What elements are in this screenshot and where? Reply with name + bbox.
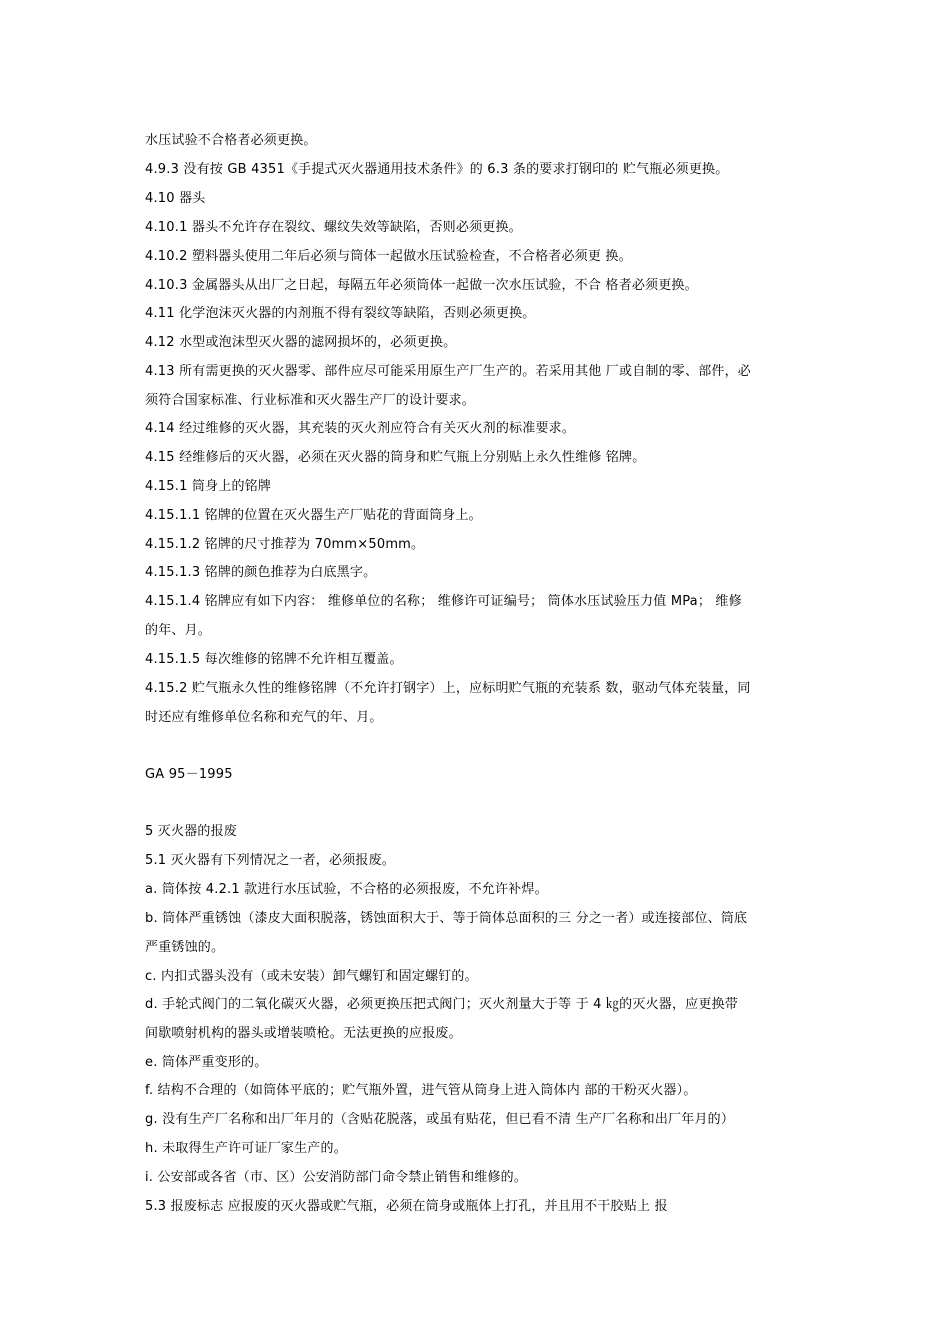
text-line: 4.15.1.5 每次维修的铭牌不允许相互覆盖。 xyxy=(145,652,403,667)
text-line: 4.15 经维修后的灭火器，必须在灭火器的筒身和贮气瓶上分别贴上永久性维修 铭牌。 xyxy=(145,450,646,465)
text-line: 4.15.1.3 铭牌的颜色推荐为白底黑字。 xyxy=(145,565,377,580)
list-item: g. 没有生产厂名称和出厂年月的（含贴花脱落，或虽有贴花，但已看不清 生产厂名称和出厂年月的） xyxy=(145,1112,735,1127)
list-item: d. 手轮式阀门的二氧化碳灭火器，必须更换压把式阀门；灭火剂量大于等 于 4 ㎏的灭火器，应更换带 xyxy=(145,997,738,1012)
text-line: 4.10.1 器头不允许存在裂纹、螺纹失效等缺陷，否则必须更换。 xyxy=(145,220,522,235)
list-item: e. 筒体严重变形的。 xyxy=(145,1055,268,1070)
list-item: a. 筒体按 4.2.1 款进行水压试验，不合格的必须报废，不允许补焊。 xyxy=(145,882,548,897)
text-line: 时还应有维修单位名称和充气的年、月。 xyxy=(145,710,383,725)
text-line: 水压试验不合格者必须更换。 xyxy=(145,133,317,148)
text-line: 4.11 化学泡沫灭火器的内剂瓶不得有裂纹等缺陷，否则必须更换。 xyxy=(145,306,536,321)
text-line: 4.15.1.4 铭牌应有如下内容： 维修单位的名称； 维修许可证编号； 筒体水压试验压力值 MPa； 维修 xyxy=(145,594,742,609)
list-item: f. 结构不合理的（如筒体平底的；贮气瓶外置，进气管从筒身上进入筒体内 部的干粉灭火器）。 xyxy=(145,1083,697,1098)
text-line: 5.1 灭火器有下列情况之一者，必须报废。 xyxy=(145,853,396,868)
text-line: 4.13 所有需更换的灭火器零、部件应尽可能采用原生产厂生产的。若采用其他 厂或自制的零、部件，必 xyxy=(145,364,752,379)
list-item: c. 内扣式器头没有（或未安装）卸气螺钉和固定螺钉的。 xyxy=(145,969,478,984)
text-line: 4.15.2 贮气瓶永久性的维修铭牌（不允许打钢字）上，应标明贮气瓶的充装系 数，驱动气体充装量，同 xyxy=(145,681,751,696)
section-heading: 5 灭火器的报废 xyxy=(145,824,238,839)
text-line: 严重锈蚀的。 xyxy=(145,940,225,955)
text-line: 4.15.1.2 铭牌的尺寸推荐为 70mm×50mm。 xyxy=(145,537,425,552)
text-line: 间歇喷射机构的器头或增装喷枪。无法更换的应报废。 xyxy=(145,1026,462,1041)
list-item: b. 筒体严重锈蚀（漆皮大面积脱落，锈蚀面积大于、等于筒体总面积的三 分之一者）或连接部位、筒底 xyxy=(145,911,748,926)
text-line: 4.10.2 塑料器头使用二年后必须与筒体一起做水压试验检查，不合格者必须更 换。 xyxy=(145,249,632,264)
list-item: h. 未取得生产许可证厂家生产的。 xyxy=(145,1141,347,1156)
text-line: 5.3 报废标志 应报废的灭火器或贮气瓶，必须在筒身或瓶体上打孔，并且用不干胶贴上 报 xyxy=(145,1199,668,1214)
text-line: 4.10.3 金属器头从出厂之日起，每隔五年必须筒体一起做一次水压试验，不合 格者必须更换。 xyxy=(145,278,698,293)
text-line: 须符合国家标准、行业标准和灭火器生产厂的设计要求。 xyxy=(145,393,476,408)
text-line: 4.9.3 没有按 GB 4351《手提式灭火器通用技术条件》的 6.3 条的要求打钢印的 贮气瓶必须更换。 xyxy=(145,162,729,177)
text-line: 4.14 经过维修的灭火器，其充装的灭火剂应符合有关灭火剂的标准要求。 xyxy=(145,421,576,436)
list-item: i. 公安部或各省（市、区）公安消防部门命令禁止销售和维修的。 xyxy=(145,1170,528,1185)
text-line: 的年、月。 xyxy=(145,623,212,638)
text-line: 4.12 水型或泡沫型灭火器的滤网损坏的，必须更换。 xyxy=(145,335,457,350)
section-heading: 4.10 器头 xyxy=(145,191,206,206)
text-line: 4.15.1.1 铭牌的位置在灭火器生产厂贴花的背面筒身上。 xyxy=(145,508,482,523)
section-heading: 4.15.1 筒身上的铭牌 xyxy=(145,479,272,494)
standard-number: GA 95－1995 xyxy=(145,767,233,782)
